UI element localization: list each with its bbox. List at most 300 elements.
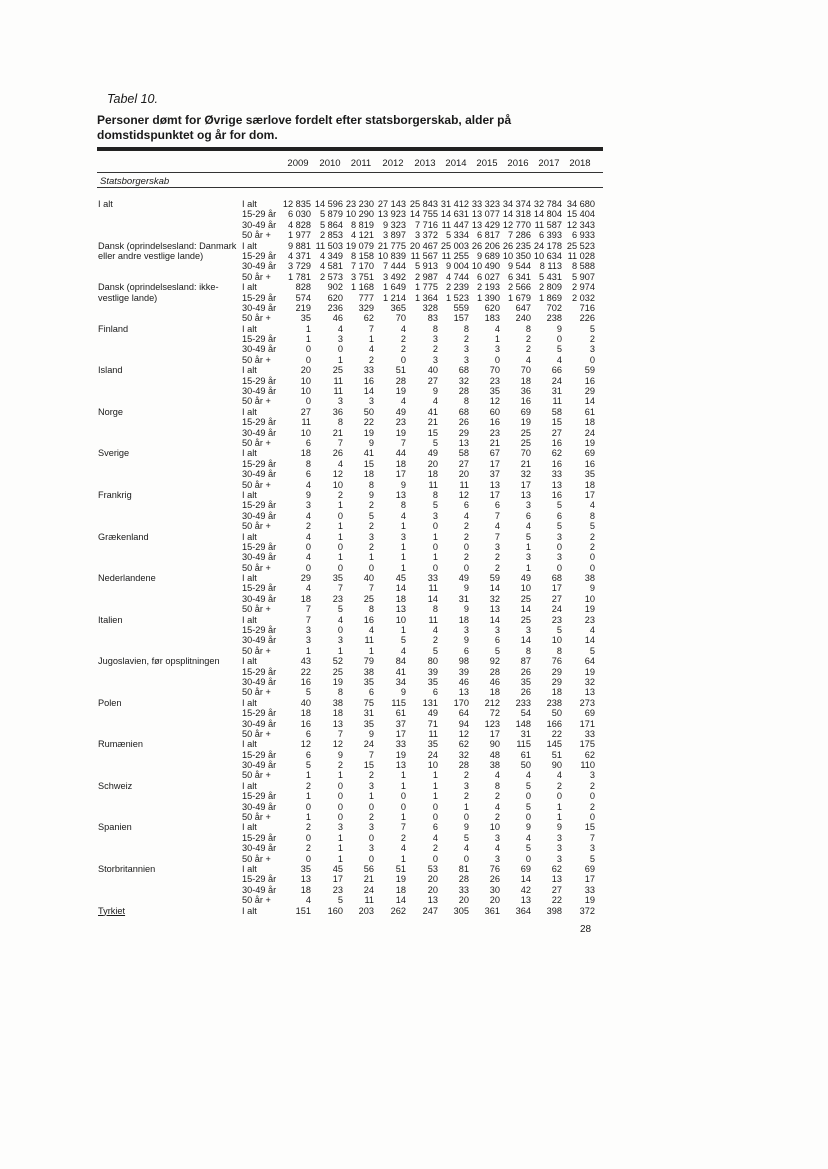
cell-2018: 11 028: [567, 250, 595, 261]
cell-2013: 3: [432, 510, 438, 521]
cell-2011: 16: [363, 614, 374, 625]
cell-2017: 1: [556, 812, 562, 823]
year-2015: 2015: [476, 158, 498, 169]
row-country: Jugoslavien, før opsplitningen: [98, 656, 220, 667]
cell-2017: 398: [546, 905, 562, 916]
cell-2013: 41: [427, 406, 438, 417]
cell-2015: 38: [489, 760, 500, 771]
cell-2014: 13: [458, 687, 469, 698]
cell-2010: 35: [332, 573, 343, 584]
cell-2009: 18: [300, 448, 311, 459]
cell-2012: 2: [400, 334, 406, 345]
cell-2017: 18: [551, 687, 562, 698]
cell-2017: 9: [556, 323, 562, 334]
cell-2012: 1: [400, 541, 406, 552]
cell-2015: 620: [484, 302, 500, 313]
cell-2018: 171: [579, 718, 595, 729]
cell-2012: 262: [390, 905, 406, 916]
row-age-group: I alt: [242, 323, 257, 334]
row-age-group: I alt: [242, 365, 257, 376]
cell-2016: 50: [520, 760, 531, 771]
header-rule-bottom: [97, 187, 603, 188]
cell-2012: 51: [395, 365, 406, 376]
cell-2011: 9: [368, 728, 374, 739]
table-row: [0, 303, 828, 313]
cell-2013: 2: [432, 843, 438, 854]
cell-2009: 12 835: [282, 199, 311, 209]
cell-2009: 574: [295, 292, 311, 303]
cell-2011: 38: [363, 666, 374, 677]
row-age-group: I alt: [242, 780, 257, 791]
cell-2010: 0: [337, 562, 343, 573]
cell-2017: 1: [556, 801, 562, 812]
table-row: [0, 885, 828, 895]
cell-2011: 2: [368, 521, 374, 532]
row-country: Dansk (oprindelsesland: ikke-: [98, 282, 219, 293]
table-title: Tabel 10.: [107, 92, 158, 106]
cell-2016: 6 341: [508, 271, 531, 282]
cell-2009: 6: [305, 749, 311, 760]
table-row: [0, 698, 828, 708]
cell-2009: 7: [305, 604, 311, 615]
cell-2011: 35: [363, 676, 374, 687]
cell-2017: 13: [551, 874, 562, 885]
cell-2014: 5: [463, 832, 469, 843]
row-age-group: 50 år +: [242, 645, 271, 656]
cell-2015: 123: [484, 718, 500, 729]
cell-2012: 21 775: [377, 240, 406, 251]
cell-2012: 51: [395, 864, 406, 874]
cell-2011: 8: [368, 479, 374, 490]
cell-2009: 3: [305, 500, 311, 511]
cell-2009: 3: [305, 625, 311, 636]
cell-2011: 8: [368, 604, 374, 615]
table-row: [0, 386, 828, 396]
row-country: eller andre vestlige lande): [98, 250, 204, 261]
cell-2011: 79: [363, 656, 374, 667]
cell-2014: 6: [463, 500, 469, 511]
cell-2018: 64: [584, 656, 595, 667]
cell-2014: 9: [463, 635, 469, 646]
cell-2015: 17: [489, 458, 500, 469]
cell-2010: 0: [337, 541, 343, 552]
cell-2017: 22: [551, 895, 562, 906]
cell-2009: 4: [305, 479, 311, 490]
cell-2009: 828: [295, 282, 311, 293]
row-age-group: 30-49 år: [242, 676, 277, 687]
cell-2012: 1: [400, 853, 406, 864]
table-row: [0, 521, 828, 531]
row-age-group: 15-29 år: [242, 708, 277, 719]
cell-2017: 3: [556, 531, 562, 542]
cell-2016: 14: [520, 604, 531, 615]
table-row: [0, 542, 828, 552]
cell-2013: 18: [427, 469, 438, 480]
cell-2018: 34 680: [566, 199, 595, 209]
cell-2011: 2: [368, 541, 374, 552]
table-row: [0, 656, 828, 666]
row-age-group: 50 år +: [242, 354, 271, 365]
cell-2010: 1: [337, 770, 343, 781]
cell-2018: 59: [584, 365, 595, 376]
cell-2017: 62: [551, 448, 562, 459]
cell-2017: 11 587: [534, 219, 562, 230]
cell-2010: 2: [337, 760, 343, 771]
cell-2014: 4 744: [446, 271, 469, 282]
cell-2014: 170: [453, 697, 469, 708]
cell-2017: 10 634: [533, 250, 562, 261]
cell-2013: 71: [427, 718, 438, 729]
cell-2009: 6: [305, 728, 311, 739]
cell-2014: 2: [463, 770, 469, 781]
table-row: [0, 230, 828, 240]
row-country: Schweiz: [98, 780, 133, 791]
table-row: [0, 573, 828, 583]
data-table: [0, 199, 828, 916]
cell-2010: 9: [337, 749, 343, 760]
cell-2017: 2: [556, 780, 562, 791]
cell-2010: 17: [332, 874, 343, 885]
table-row: [0, 324, 828, 334]
cell-2010: 1: [337, 645, 343, 656]
cell-2016: 49: [520, 573, 531, 584]
cell-2012: 37: [395, 718, 406, 729]
cell-2012: 17: [395, 469, 406, 480]
table-row: [0, 906, 828, 916]
cell-2014: 68: [458, 406, 469, 417]
cell-2009: 0: [305, 562, 311, 573]
cell-2018: 15: [584, 822, 595, 833]
row-age-group: 30-49 år: [242, 843, 277, 854]
cell-2014: 11: [459, 479, 469, 490]
row-age-group: 15-29 år: [242, 832, 277, 843]
cell-2010: 21: [332, 427, 343, 438]
row-age-group: 15-29 år: [242, 666, 277, 677]
cell-2009: 6: [305, 469, 311, 480]
cell-2012: 13: [395, 760, 406, 771]
cell-2012: 9: [400, 687, 406, 698]
cell-2014: 4: [463, 843, 469, 854]
cell-2017: 50: [551, 708, 562, 719]
cell-2014: 9 004: [446, 261, 469, 272]
cell-2018: 61: [584, 406, 595, 417]
cell-2014: 11 255: [441, 250, 469, 261]
cell-2018: 69: [584, 448, 595, 459]
cell-2017: 24: [551, 604, 562, 615]
cell-2015: 4: [494, 323, 500, 334]
cell-2012: 10: [395, 614, 406, 625]
cell-2010: 620: [327, 292, 343, 303]
cell-2009: 4: [305, 510, 311, 521]
cell-2012: 1: [400, 812, 406, 823]
cell-2015: 2 193: [477, 282, 500, 293]
table-row: [0, 199, 828, 209]
cell-2014: 2: [463, 334, 469, 345]
cell-2011: 7: [368, 323, 374, 334]
cell-2018: 0: [589, 552, 595, 563]
cell-2017: 11: [552, 396, 562, 407]
cell-2013: 7 716: [415, 219, 438, 230]
cell-2018: 372: [579, 905, 595, 916]
row-age-group: 15-29 år: [242, 375, 277, 386]
cell-2015: 35: [489, 386, 500, 397]
cell-2016: 69: [520, 864, 531, 874]
cell-2012: 84: [395, 656, 406, 667]
cell-2016: 364: [515, 905, 531, 916]
cell-2016: 0: [525, 791, 531, 802]
row-age-group: 50 år +: [242, 437, 271, 448]
cell-2010: 11: [333, 375, 343, 386]
table-row: [0, 750, 828, 760]
cell-2016: 5: [525, 801, 531, 812]
cell-2011: 0: [368, 801, 374, 812]
cell-2011: 19 079: [345, 240, 374, 251]
cell-2017: 8: [556, 645, 562, 656]
cell-2018: 5 907: [572, 271, 595, 282]
table-row: [0, 313, 828, 323]
cell-2017: 0: [556, 562, 562, 573]
cell-2011: 41: [363, 448, 374, 459]
table-row: [0, 334, 828, 344]
cell-2017: 5: [556, 521, 562, 532]
cell-2014: 28: [458, 760, 469, 771]
cell-2013: 15: [427, 427, 438, 438]
cell-2018: 7: [589, 832, 595, 843]
row-age-group: 50 år +: [242, 479, 271, 490]
row-age-group: 50 år +: [242, 895, 271, 906]
cell-2012: 1 214: [383, 292, 406, 303]
row-country: Norge: [98, 406, 124, 417]
cell-2015: 18: [489, 687, 500, 698]
table-row: [0, 687, 828, 697]
cell-2011: 40: [363, 573, 374, 584]
cell-2011: 11: [364, 895, 374, 906]
cell-2011: 0: [368, 832, 374, 843]
row-age-group: 50 år +: [242, 687, 271, 698]
cell-2012: 19: [395, 386, 406, 397]
row-age-group: 50 år +: [242, 313, 271, 324]
cell-2011: 18: [363, 469, 374, 480]
cell-2013: 49: [427, 708, 438, 719]
year-2016: 2016: [507, 158, 529, 169]
table-row: [0, 241, 828, 251]
row-age-group: 50 år +: [242, 812, 271, 823]
cell-2009: 11: [301, 417, 311, 428]
table-row: [0, 594, 828, 604]
cell-2010: 0: [337, 780, 343, 791]
cell-2011: 8 819: [351, 219, 374, 230]
cell-2013: 5: [432, 645, 438, 656]
cell-2010: 1: [337, 500, 343, 511]
cell-2013: 39: [427, 666, 438, 677]
cell-2014: 8: [463, 323, 469, 334]
cell-2011: 4 121: [351, 230, 374, 241]
cell-2016: 2: [525, 344, 531, 355]
cell-2009: 43: [300, 656, 311, 667]
cell-2010: 4 349: [320, 250, 343, 261]
cell-2009: 2: [305, 780, 311, 791]
cell-2015: 3: [494, 832, 500, 843]
cell-2009: 10: [300, 375, 311, 386]
cell-2018: 19: [584, 604, 595, 615]
cell-2009: 18: [300, 708, 311, 719]
cell-2013: 4: [432, 832, 438, 843]
table-row: [0, 417, 828, 427]
cell-2012: 17: [395, 728, 406, 739]
cell-2012: 2: [400, 832, 406, 843]
row-age-group: 15-29 år: [242, 417, 277, 428]
cell-2009: 1 977: [288, 230, 311, 241]
cell-2010: 5: [337, 604, 343, 615]
cell-2011: 2: [368, 500, 374, 511]
cell-2011: 7: [368, 749, 374, 760]
cell-2009: 10: [300, 386, 311, 397]
cell-2018: 38: [584, 573, 595, 584]
cell-2012: 8: [400, 500, 406, 511]
table-row: [0, 843, 828, 853]
cell-2017: 17: [551, 583, 562, 594]
cell-2017: 8 113: [539, 261, 562, 272]
cell-2013: 1: [432, 770, 438, 781]
cell-2012: 19: [395, 427, 406, 438]
cell-2010: 1: [337, 853, 343, 864]
row-age-group: 30-49 år: [242, 302, 277, 313]
table-row: [0, 791, 828, 801]
table-row: [0, 822, 828, 832]
cell-2009: 5: [305, 760, 311, 771]
cell-2014: 14 631: [440, 209, 469, 220]
cell-2010: 2 573: [320, 271, 343, 282]
cell-2009: 4 828: [288, 219, 311, 230]
cell-2013: 10: [427, 760, 438, 771]
year-2010: 2010: [319, 158, 341, 169]
cell-2010: 52: [332, 656, 343, 667]
cell-2015: 2: [494, 562, 500, 573]
cell-2018: 5: [589, 853, 595, 864]
cell-2016: 1 679: [508, 292, 531, 303]
table-row: [0, 469, 828, 479]
cell-2018: 110: [580, 760, 595, 771]
cell-2011: 2: [368, 354, 374, 365]
cell-2009: 4: [305, 531, 311, 542]
cell-2013: 131: [422, 697, 438, 708]
table-row: [0, 708, 828, 718]
row-country: Storbritannien: [98, 864, 156, 874]
cell-2014: 27: [458, 458, 469, 469]
cell-2009: 0: [305, 832, 311, 843]
cell-2011: 10 290: [345, 209, 374, 220]
cell-2017: 13: [551, 479, 562, 490]
cell-2018: 3: [589, 344, 595, 355]
cell-2012: 27 143: [377, 199, 406, 209]
cell-2016: 13: [520, 895, 531, 906]
cell-2010: 10: [332, 479, 343, 490]
cell-2011: 6: [368, 687, 374, 698]
cell-2013: 6: [432, 687, 438, 698]
cell-2014: 3: [463, 625, 469, 636]
cell-2013: 21: [427, 417, 438, 428]
table-row: [0, 511, 828, 521]
year-2018: 2018: [569, 158, 591, 169]
cell-2016: 240: [515, 313, 531, 324]
row-age-group: I alt: [242, 739, 257, 750]
cell-2012: 2: [400, 344, 406, 355]
cell-2010: 7: [337, 583, 343, 594]
cell-2011: 15: [363, 760, 374, 771]
cell-2018: 18: [584, 417, 595, 428]
cell-2009: 4: [305, 895, 311, 906]
cell-2012: 33: [395, 739, 406, 750]
row-age-group: 15-29 år: [242, 458, 277, 469]
cell-2015: 361: [484, 905, 500, 916]
cell-2012: 49: [395, 406, 406, 417]
cell-2015: 26: [489, 874, 500, 885]
cell-2009: 0: [305, 344, 311, 355]
cell-2012: 1: [400, 562, 406, 573]
cell-2010: 4 581: [320, 261, 343, 272]
cell-2012: 13 923: [377, 209, 406, 220]
row-country: Frankrig: [98, 489, 132, 500]
cell-2017: 6: [556, 510, 562, 521]
table-row: [0, 812, 828, 822]
row-country: Rumænien: [98, 739, 143, 750]
cell-2010: 1: [337, 354, 343, 365]
cell-2014: 29: [458, 427, 469, 438]
cell-2009: 10: [300, 427, 311, 438]
cell-2018: 8: [589, 510, 595, 521]
cell-2013: 8: [432, 604, 438, 615]
cell-2018: 0: [589, 562, 595, 573]
cell-2018: 32: [584, 676, 595, 687]
cell-2009: 22: [300, 666, 311, 677]
cell-2018: 226: [579, 313, 595, 324]
cell-2018: 4: [589, 500, 595, 511]
cell-2016: 0: [525, 853, 531, 864]
cell-2018: 13: [584, 687, 595, 698]
row-age-group: 30-49 år: [242, 552, 277, 563]
cell-2016: 26 235: [502, 240, 531, 251]
cell-2009: 3: [305, 635, 311, 646]
cell-2011: 3 751: [351, 271, 374, 282]
cell-2015: 3: [494, 344, 500, 355]
table-row: [0, 490, 828, 500]
cell-2013: 13: [427, 895, 438, 906]
cell-2015: 10: [489, 822, 500, 833]
cell-2016: 9: [525, 822, 531, 833]
cell-2015: 3: [494, 625, 500, 636]
cell-2018: 2: [589, 801, 595, 812]
cell-2018: 19: [584, 437, 595, 448]
cell-2010: 3: [337, 334, 343, 345]
cell-2010: 160: [327, 905, 343, 916]
table-subtitle: Personer dømt for Øvrige særlove fordelt efter statsborgerskab, alder på domstidspunktet og år for dom.: [97, 113, 512, 142]
cell-2014: 64: [458, 708, 469, 719]
cell-2018: 6 933: [572, 230, 595, 241]
cell-2015: 2: [494, 791, 500, 802]
cell-2016: 17: [520, 479, 531, 490]
cell-2015: 3: [494, 853, 500, 864]
table-row: [0, 293, 828, 303]
row-age-group: 50 år +: [242, 562, 271, 573]
table-row: [0, 251, 828, 261]
row-age-group: 15-29 år: [242, 791, 277, 802]
cell-2017: 0: [556, 791, 562, 802]
cell-2017: 16: [551, 489, 562, 500]
cell-2011: 3: [368, 843, 374, 854]
cell-2012: 70: [395, 313, 406, 324]
cell-2016: 19: [520, 417, 531, 428]
row-age-group: 50 år +: [242, 853, 271, 864]
